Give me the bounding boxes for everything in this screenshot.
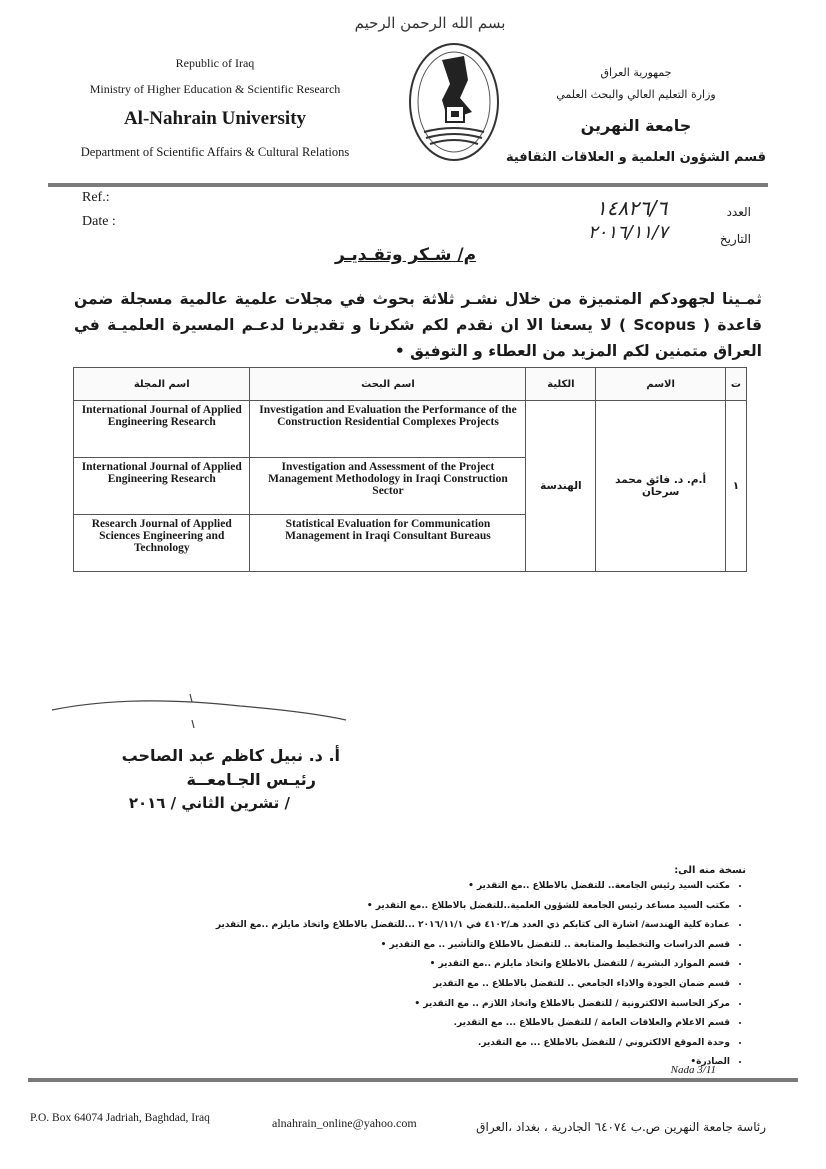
research-cell: Investigation and Evaluation the Performance of the Construction Residential Complexes Projects [250, 401, 526, 458]
signatory-name: أ. د. نبيل كاظم عبد الصاحب [121, 746, 340, 765]
letter-body: ثمـينا لجهودكم المتميزة من خلال نشـر ثلاثة بحوث في مجلات علمية عالمية مسجلة ضمن قاعدة ( Scopus ) لا يسعنا الا ان نقدم لكم شكرنا و تقديرنا لدعـم المسيرة العلميـة في العراق متمنين لكم المزيد من العطاء و التوفيق • [74, 290, 762, 360]
college-cell: الهندسة [526, 401, 596, 572]
col-research: اسم البحث [250, 368, 526, 401]
signature-scribble [50, 690, 350, 740]
header-ar-country: جمهورية العراق [600, 66, 672, 79]
footer-email: alnahrain_online@yahoo.com [272, 1116, 417, 1130]
header-ar-university: جامعة النهرين [580, 116, 692, 135]
footer-divider [28, 1078, 798, 1082]
date-label: Date : [82, 214, 116, 229]
research-cell: Statistical Evaluation for Communication Management in Iraqi Consultant Bureaus [250, 515, 526, 572]
reference-number: ١٤٨٢٦/٦ [596, 196, 668, 220]
header-en-country: Republic of Iraq [175, 56, 255, 70]
footer-address-en: P.O. Box 64074 Jadriah, Baghdad, Iraq [30, 1112, 210, 1124]
name-cell: أ.م. د. فائق محمد سرحان [596, 401, 726, 572]
list-item: • قسم الموارد البشرية / للتفضل بالاطلاع واتخاذ مايلزم ..مع التقدير • [170, 956, 730, 976]
journal-cell: Research Journal of Applied Sciences Engineering and Technology [74, 515, 250, 572]
signatory-title: رئيـس الجـامعــة [186, 770, 316, 789]
col-journal: اسم المجلة [74, 368, 250, 401]
col-college: الكلية [526, 368, 596, 401]
table-header-row [74, 368, 747, 401]
journal-cell: International Journal of Applied Engineering Research [74, 458, 250, 515]
signature-date: / تشرين الثاني / ٢٠١٦ [128, 794, 290, 812]
date-label-ar: التاريخ [719, 232, 751, 246]
list-item: • مكتب السيد مساعد رئيس الجامعة للشؤون العلمية..للتفضل بالاطلاع ..مع التقدير • [170, 898, 730, 918]
research-cell: Investigation and Assessment of the Project Management Methodology in Iraqi Construction Sector [250, 458, 526, 515]
col-name: الاسم [596, 368, 726, 401]
journal-cell: International Journal of Applied Engineering Research [74, 401, 250, 458]
list-item: • الصادرة• [170, 1054, 730, 1074]
research-table [73, 367, 747, 572]
typist-initials: Nada 3/11 [670, 1064, 716, 1076]
table-row [74, 401, 747, 458]
header-en-ministry: Ministry of Higher Education & Scientific Research [89, 82, 341, 96]
list-item: • قسم الدراسات والتخطيط والمتابعة .. للتفضل بالاطلاع والتأشير .. مع التقدير • [170, 937, 730, 957]
header-en-university: Al-Nahrain University [123, 108, 307, 129]
header-ar-ministry: وزارة التعليم العالي والبحث العلمي [556, 88, 716, 101]
copies-title: نسخة منه الى: [674, 865, 746, 876]
list-item: • وحدة الموقع الالكتروني / للتفضل بالاطلاع ... مع التقدير. [170, 1035, 730, 1055]
header-ar-department: قسم الشؤون العلمية و العلاقات الثقافية [505, 150, 766, 165]
list-item: • عمادة كلية الهندسة/ اشارة الى كتابكم ذي العدد هـ/٤١٠٢ في ٢٠١٦/١١/١ ...للتفضل بالاطلاع واتخاذ مايلزم ..مع التقدير [170, 917, 730, 937]
copies-list [170, 878, 748, 1074]
col-num: ت [725, 368, 746, 401]
list-item: • قسم ضمان الجودة والاداء الجامعي .. للتفضل بالاطلاع .. مع التقدير [170, 976, 730, 996]
num-cell: ١ [725, 401, 746, 572]
letter-subject: م/ شـكر وتقـديـر [335, 245, 477, 265]
ref-label: Ref.: [82, 190, 110, 205]
list-item: • قسم الاعلام والعلاقات العامة / للتفضل بالاطلاع ... مع التقدير. [170, 1015, 730, 1035]
reference-date: ٢٠١٦/١١/٧ [588, 222, 668, 243]
list-item: • مركز الحاسبة الالكترونية / للتفضل بالاطلاع واتخاذ اللازم .. مع التقدير • [170, 996, 730, 1016]
number-label-ar: العدد [726, 205, 751, 219]
basmala: بسم الله الرحمن الرحيم [354, 14, 506, 32]
footer-address-ar: رئاسة جامعة النهرين ص.ب ٦٤٠٧٤ الجادرية ، بغداد ،العراق [476, 1120, 766, 1134]
university-logo [402, 40, 506, 168]
header-divider [48, 183, 768, 187]
list-item: • مكتب السيد رئيس الجامعة.. للتفضل بالاطلاع ..مع التقدير • [170, 878, 730, 898]
header-en-department: Department of Scientific Affairs & Cultural Relations [80, 145, 350, 159]
